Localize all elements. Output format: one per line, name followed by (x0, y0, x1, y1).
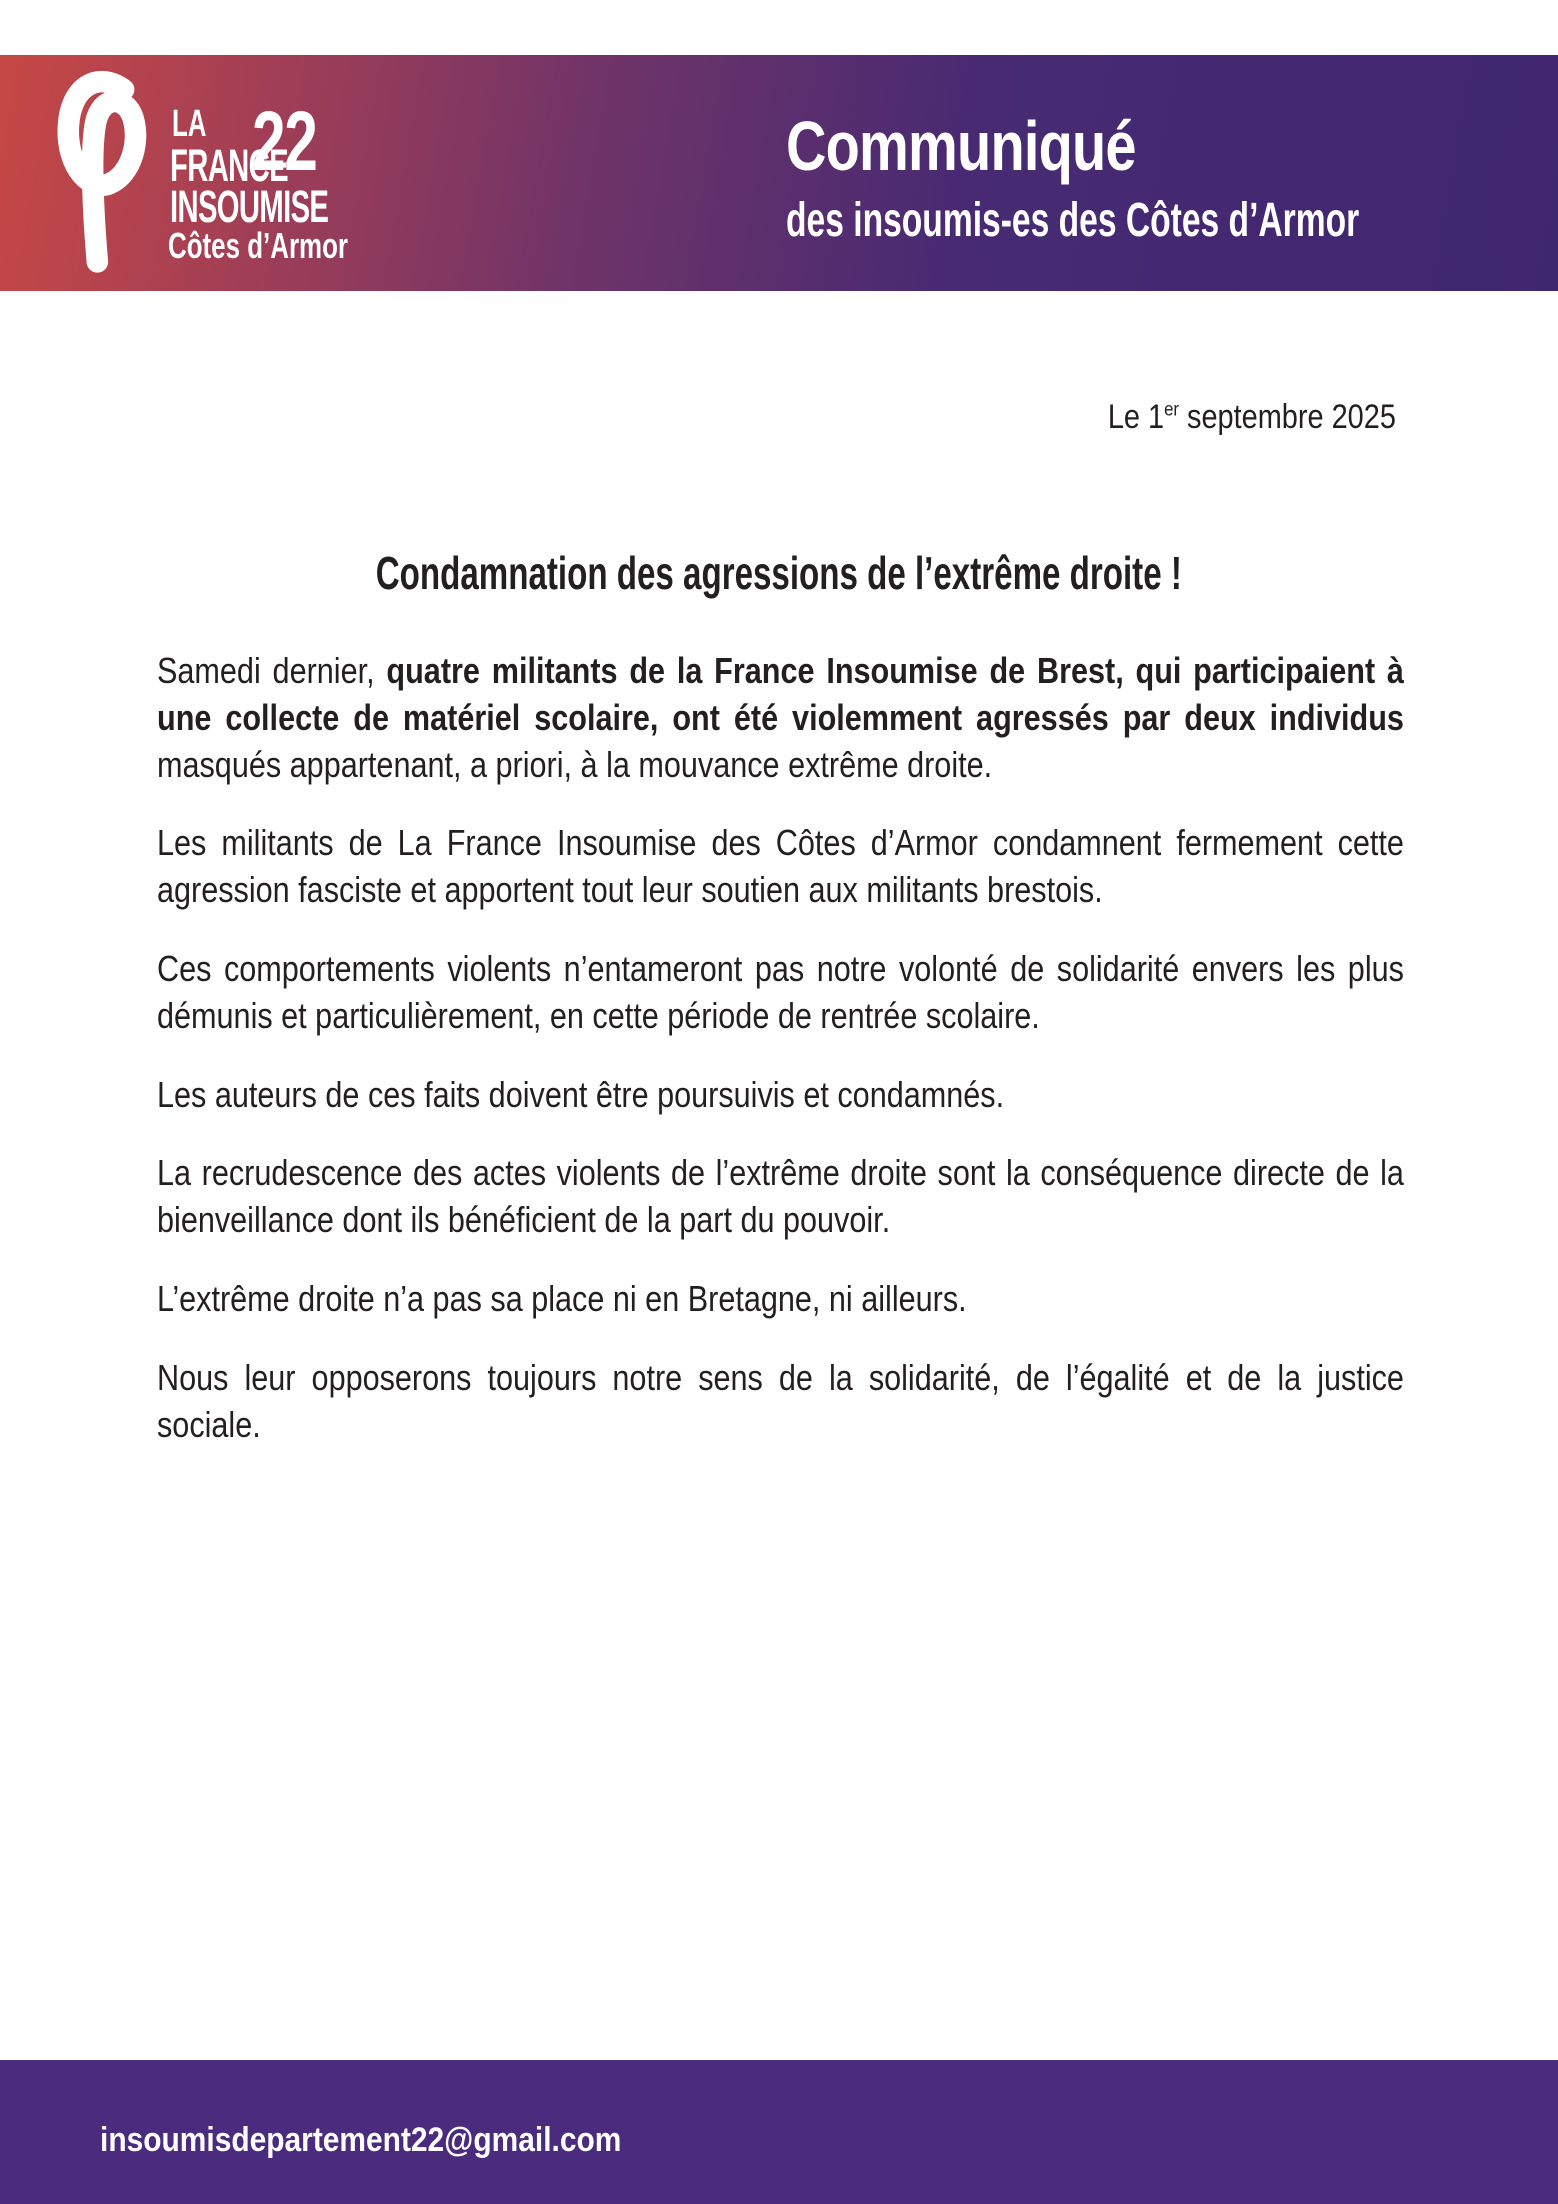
document-title (0, 548, 1558, 599)
paragraph-1-end: masqués appartenant, a priori, à la mouvance extrême droite. (157, 743, 993, 785)
logo-word-la: LA (172, 103, 207, 145)
paragraph-3: Ces comportements violents n’entameront pas notre volonté de solidarité envers les plus démunis et particulièrement, en cette période de rentrée scolaire. (157, 947, 1404, 1036)
communique-title: Communiqué (786, 107, 1136, 185)
logo-word-france: FRANCE (170, 140, 288, 191)
contact-email[interactable]: insoumisdepartement22@gmail.com (100, 2120, 622, 2159)
date-prefix: Le 1 (1107, 398, 1165, 436)
logo-word-insoumise: INSOUMISE (170, 181, 329, 232)
date-line (1108, 398, 1396, 437)
footer-bar (0, 2060, 1558, 2204)
header-banner (0, 55, 1558, 291)
document-body (157, 648, 1404, 1480)
paragraph-2: Les militants de La France Insoumise des Côtes d’Armor condamnent fermement cette agression fasciste et apportent tout leur soutien aux militants brestois. (157, 822, 1404, 911)
paragraph-1-bold-segment: quatre militants de la France Insoumise de Brest, qui participaient à une collecte de matériel scolaire, ont été violemment agressés par deux individus (157, 650, 1404, 738)
paragraph-6: L’extrême droite n’a pas sa place ni en Bretagne, ni ailleurs. (157, 1277, 967, 1319)
phi-icon (56, 69, 150, 275)
paragraph-7: Nous leur opposerons toujours notre sens de la solidarité, de l’égalité et de la justice sociale. (157, 1356, 1404, 1445)
lfi-logo (0, 55, 349, 291)
logo-number-22: 22 (252, 94, 317, 188)
communique-subtitle: des insoumis-es des Côtes d’Armor (786, 194, 1360, 247)
paragraph-4: Les auteurs de ces faits doivent être poursuivis et condamnés. (157, 1073, 1005, 1115)
paragraph-1 (157, 648, 1404, 788)
document-title-text: Condamnation des agressions de l’extrême droite ! (375, 547, 1183, 599)
date-ordinal: er (1164, 398, 1180, 421)
paragraph-1-start: Samedi dernier, (157, 650, 387, 691)
paragraph-5: La recrudescence des actes violents de l’extrême droite sont la conséquence directe de la bienveillance dont ils bénéficient de la part du pouvoir. (157, 1152, 1404, 1241)
logo-region-label: Côtes d’Armor (168, 225, 349, 266)
date-suffix: septembre 2025 (1179, 398, 1396, 436)
